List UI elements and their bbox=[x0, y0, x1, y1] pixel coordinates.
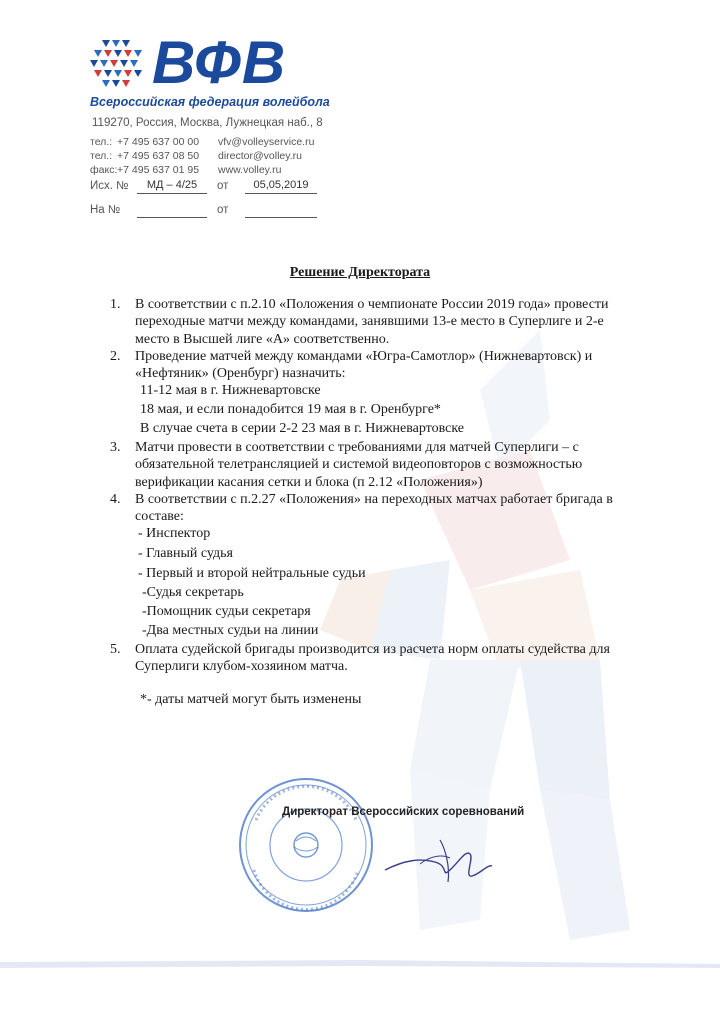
item-line: обязательной телетрансляцией и системой видеоповторов с возможностью bbox=[135, 457, 583, 473]
footnote: *- даты матчей могут быть изменены bbox=[140, 692, 362, 707]
item-line: составе: bbox=[135, 509, 184, 525]
signatory-title: Директорат Всероссийских соревнований bbox=[282, 806, 525, 818]
item-line: Матчи провести в соответствии с требованиями для матчей Суперлиги – с bbox=[135, 440, 579, 455]
org-name: Всероссийская федерация волейбола bbox=[90, 95, 330, 109]
schedule-line-1: 11-12 мая в г. Нижневартовске bbox=[140, 383, 321, 398]
date-label: от bbox=[217, 180, 229, 192]
logo-text: ВФВ bbox=[152, 29, 287, 96]
handwritten-signature bbox=[380, 820, 500, 900]
date-value: 05,05,2019 bbox=[245, 179, 317, 194]
address: 119270, Россия, Москва, Лужнецкая наб., 8 bbox=[92, 117, 323, 129]
website: www.volley.ru bbox=[218, 164, 282, 176]
item-line: Суперлиги клубом-хозяином матча. bbox=[135, 659, 348, 675]
item-number: 3. bbox=[110, 440, 121, 455]
email-2: director@volley.ru bbox=[218, 150, 302, 162]
fax-label: факс: bbox=[90, 164, 118, 176]
item-number: 4. bbox=[110, 492, 121, 507]
item-line: В соответствии с п.2.27 «Положения» на переходных матчах работает бригада в bbox=[135, 492, 613, 507]
schedule-line-3: В случае счета в серии 2-2 23 мая в г. Нижневартовске bbox=[140, 421, 465, 436]
brigade-line-2: - Главный судья bbox=[138, 546, 233, 561]
item-line: «Нефтяник» (Оренбург) назначить: bbox=[135, 366, 346, 382]
item-number: 1. bbox=[110, 297, 121, 312]
phone-number-2: +7 495 637 08 50 bbox=[117, 150, 200, 162]
ref-label: Исх. № bbox=[90, 180, 129, 192]
item-line: переходные матчи между командами, занявшими 13-е место в Суперлиге и 2-е bbox=[135, 314, 604, 330]
item-number: 5. bbox=[110, 642, 121, 657]
na-label: На № bbox=[90, 204, 121, 216]
phone-number-1: +7 495 637 00 00 bbox=[117, 136, 200, 148]
brigade-line-3: - Первый и второй нейтральные судьи bbox=[138, 566, 366, 581]
item-line: В соответствии с п.2.10 «Положения о чемпионате России 2019 года» провести bbox=[135, 297, 609, 312]
email-1: vfv@volleyservice.ru bbox=[218, 136, 315, 148]
phone-label-1: тел.: bbox=[90, 136, 113, 148]
brigade-line-6: -Два местных судьи на линии bbox=[142, 623, 319, 638]
document-title: Решение Директората bbox=[289, 265, 431, 280]
item-number: 2. bbox=[110, 349, 121, 364]
na-value bbox=[137, 203, 207, 218]
schedule-line-2: 18 мая, и если понадобится 19 мая в г. Оренбурге* bbox=[140, 402, 441, 417]
ref-value: МД – 4/25 bbox=[137, 179, 207, 194]
vfv-logo-icon bbox=[88, 38, 146, 94]
item-line: место в Высшей лиге «А» соответственно. bbox=[135, 331, 390, 347]
na-date-label: от bbox=[217, 204, 229, 216]
item-line: верификации касания сетки и блока (п 2.12 «Положения») bbox=[135, 474, 483, 490]
item-line: Проведение матчей между командами «Югра-Самотлор» (Нижневартовск) и bbox=[135, 349, 593, 364]
official-seal-icon bbox=[236, 775, 376, 915]
footer-stripe bbox=[0, 958, 720, 970]
brigade-line-1: - Инспектор bbox=[138, 526, 211, 541]
fax-number: +7 495 637 01 95 bbox=[117, 164, 200, 176]
brigade-line-5: -Помощник судьи секретаря bbox=[142, 604, 311, 619]
brigade-line-4: -Судья секретарь bbox=[142, 585, 244, 600]
na-date-value bbox=[245, 203, 317, 218]
phone-label-2: тел.: bbox=[90, 150, 113, 162]
item-line: Оплата судейской бригады производится из расчета норм оплаты судейства для bbox=[135, 642, 610, 657]
